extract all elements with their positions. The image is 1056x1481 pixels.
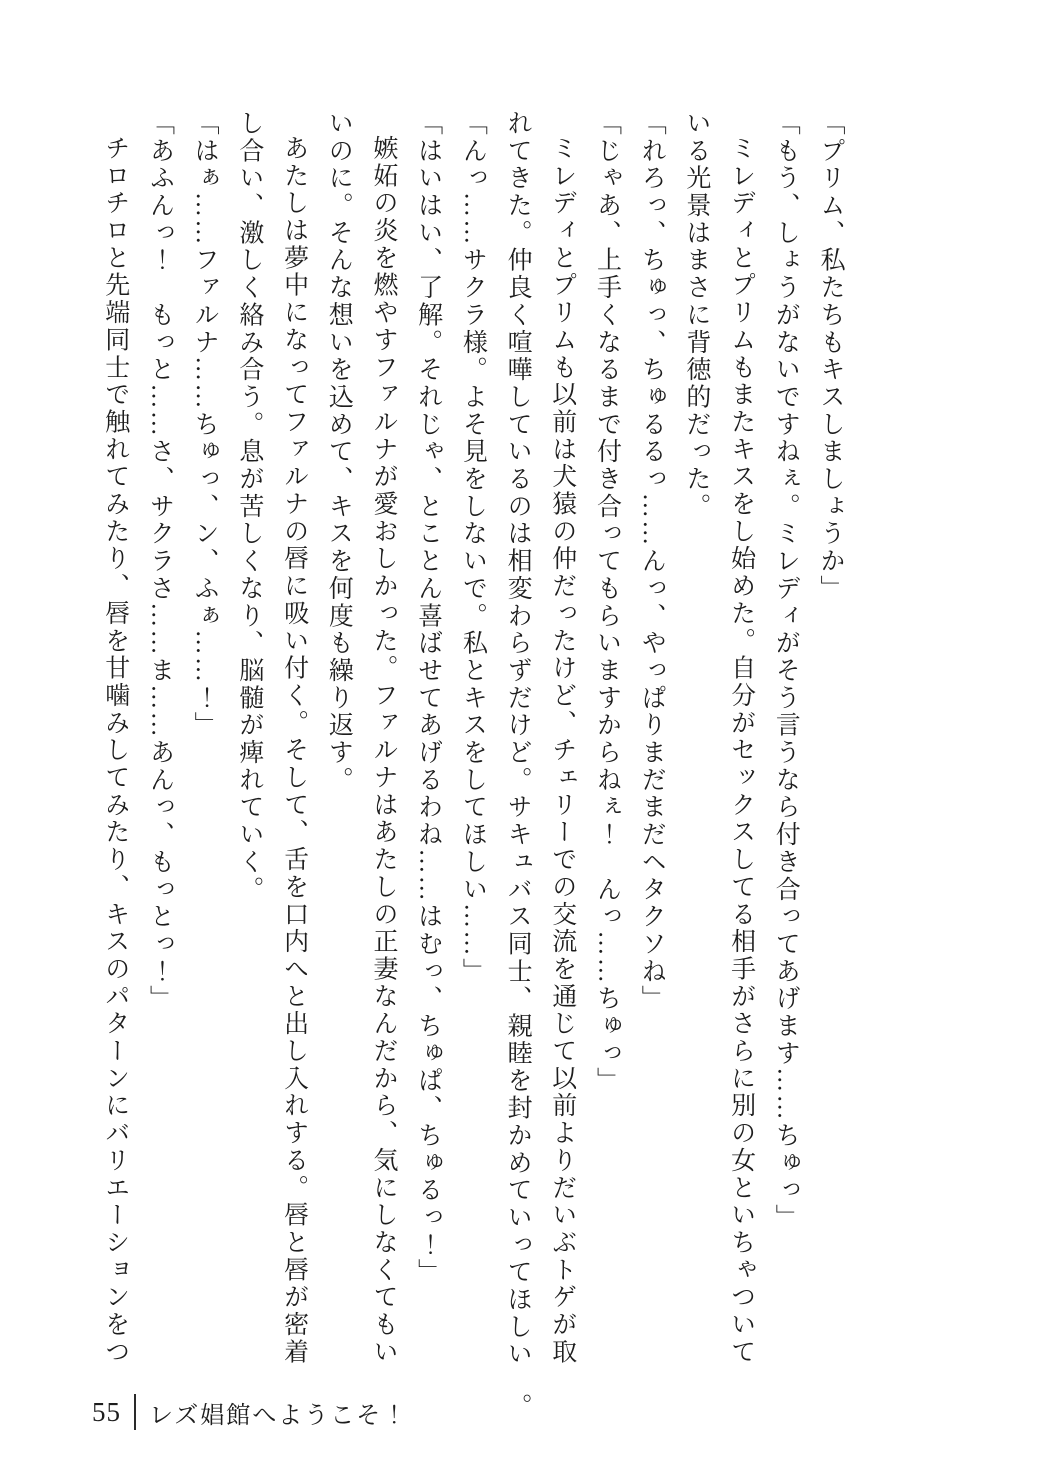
narration-paragraph: 嫉妬の炎を燃やすファルナが愛おしかった。ファルナはあたしの正妻なんだから、気にしなくてもいいのに。そんな想いを込めて、キスを何度も繰り返す。	[325, 110, 397, 1366]
narration-paragraph: チロチロと先端同士で触れてみたり、唇を甘噛みしてみたり、キスのパターンにバリエーションをつ	[101, 135, 129, 1366]
narration-paragraph: あたしは夢中になってファルナの唇に吸い付く。そして、舌を口内へと出し入れする。唇と唇が密着し合い、激しく絡み合う。息が苦しくなり、脳髄が痺れていく。	[235, 110, 308, 1366]
dialogue-paragraph: 「プリム、私たちもキスしましょうか」	[817, 110, 844, 603]
narration-text: ミレディとプリムも以前は犬猿の仲だったけど、チェリーでの交流を通じて以前よりだいぶトゲが取れてきた。仲良く喧嘩しているのは相変わらずだけど。サキュバス同士、親睦を封かめていってほしい	[504, 110, 576, 1369]
narration-paragraph: ミレディとプリムもまたキスをし始めた。自分がセックスしてる相手がさらに別の女といちゃついている光景はまさに背徳的だった。	[682, 110, 755, 1366]
book-title: レズ娼館へようこそ！	[149, 1402, 409, 1429]
dialogue-paragraph: 「はぁ……ファルナ……ちゅっ、ン、ふぁ……！」	[191, 110, 219, 740]
dialogue-paragraph: 「じゃあ、上手くなるまで付き合ってもらいますからねぇ！ んっ……ちゅっ」	[593, 110, 621, 1095]
page-number: 55	[92, 1396, 121, 1427]
narration-paragraph: ミレディとプリムも以前は犬猿の仲だったけど、チェリーでの交流を通じて以前よりだいぶトゲが取れてきた。仲良く喧嘩しているのは相変わらずだけど。サキュバス同士、親睦を封かめていってほしい。	[504, 110, 576, 1419]
footer-divider	[134, 1394, 136, 1430]
dialogue-paragraph: 「あふんっ！ もっと……さ、サクラさ……ま……あんっ、もっとっ！」	[146, 110, 174, 1013]
dialogue-paragraph: 「れろっ、ちゅっ、ちゅるるっ……んっ、やっぱりまだまだヘタクソね」	[638, 110, 666, 1013]
dialogue-paragraph: 「んっ……サクラ様。よそ見をしないで。私とキスをしてほしい……」	[459, 110, 487, 986]
page-footer	[92, 1394, 408, 1430]
dialogue-paragraph: 「はいはい、了解。それじゃ、とことん喜ばせてあげるわね……はむっ、ちゅぱ、ちゅるっ！」	[414, 110, 442, 1287]
dialogue-paragraph: 「もう、しょうがないですねぇ。ミレディがそう言うなら付き合ってあげます……ちゅっ」	[772, 110, 800, 1232]
